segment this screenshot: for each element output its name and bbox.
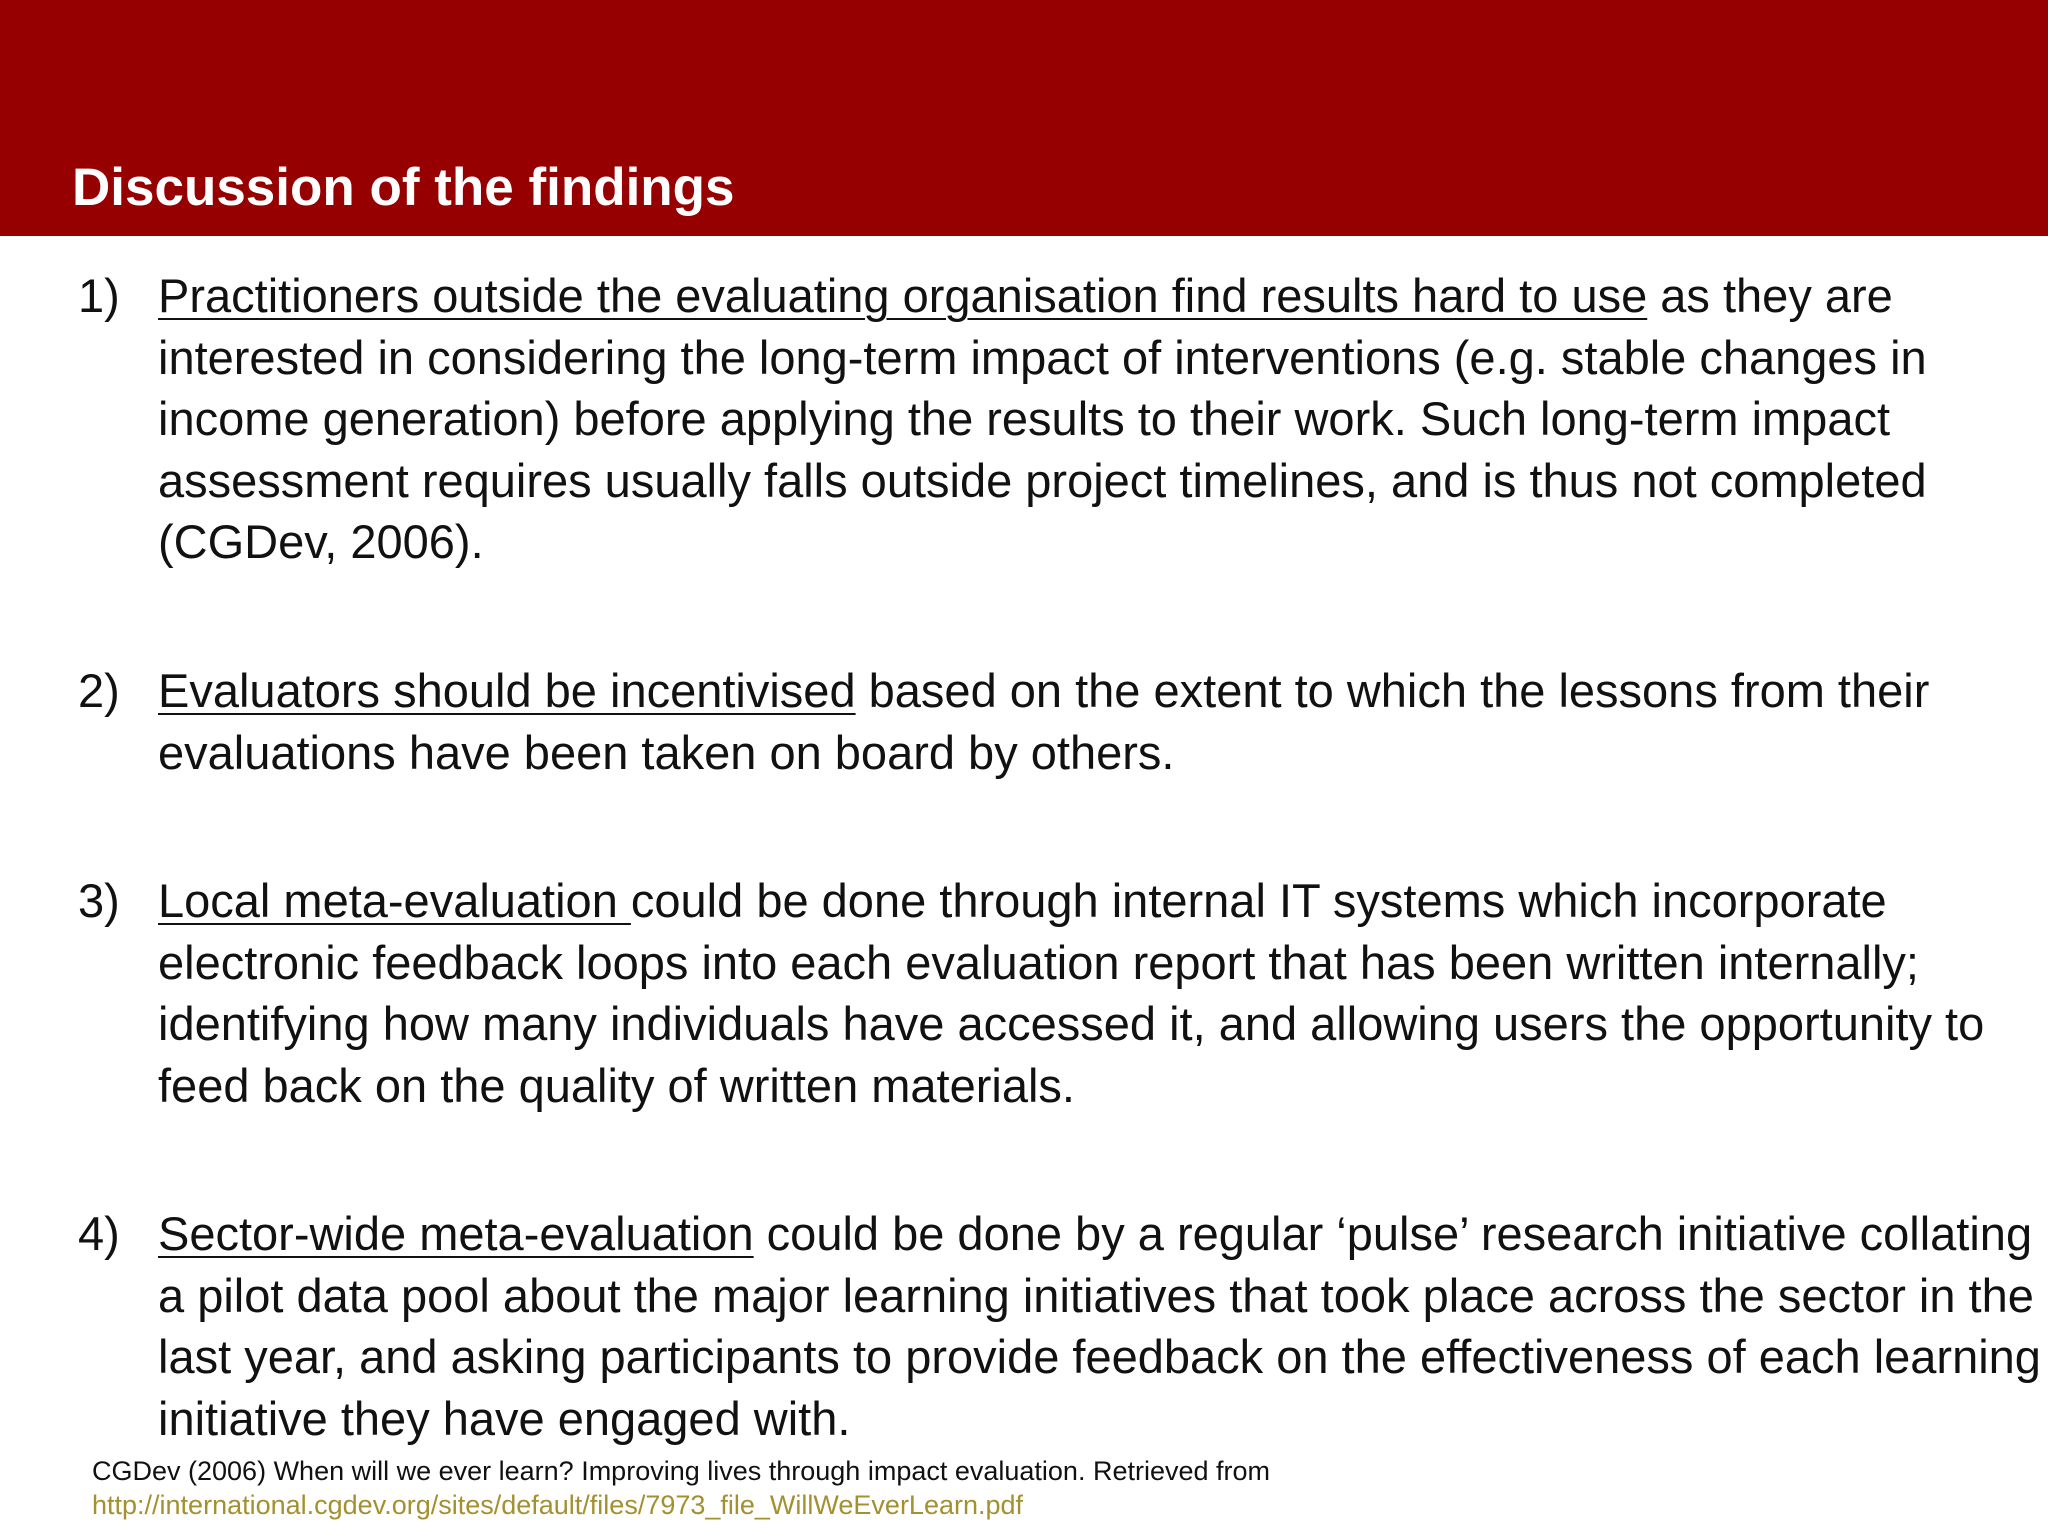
finding-key-phrase: Practitioners outside the evaluating organisation find results hard to use [158, 269, 1648, 322]
slide-title: Discussion of the findings [72, 158, 735, 217]
finding-number: 2) [78, 664, 120, 717]
finding-number: 3) [78, 874, 120, 927]
citation-text: CGDev (2006) When will we ever learn? Improving lives through impact evaluation. Retrieved from [92, 1456, 1271, 1486]
finding-number: 1) [78, 269, 120, 322]
finding-key-phrase: Evaluators should be incentivised [158, 664, 856, 717]
title-band [0, 0, 2048, 236]
finding-text [158, 870, 2048, 1116]
citation [92, 1454, 1992, 1522]
finding-body: could be done through internal IT systems which incorporate electronic feedback loops into each evaluation report that has been written internally; identifying how many individuals have accessed it, and allowing users the opportunity to feed back on the quality of written materials. [158, 874, 1985, 1112]
finding-key-phrase: Local meta-evaluation [158, 874, 631, 927]
finding-text [158, 1203, 2048, 1449]
finding-body: based on the extent to which the lessons from their evaluations have been taken on board by others. [158, 664, 1930, 779]
finding-number: 4) [78, 1207, 120, 1260]
finding-text [158, 660, 2048, 783]
finding-body: could be done by a regular ‘pulse’ research initiative collating a pilot data pool about the major learning initiatives that took place across the sector in the last year, and asking participants to provide feedback on the effectiveness of each learning initiative they have engaged with. [158, 1207, 2041, 1445]
finding-text [158, 265, 2048, 573]
citation-link[interactable]: http://international.cgdev.org/sites/default/files/7973_file_WillWeEverLearn.pdf [92, 1490, 1024, 1520]
finding-key-phrase: Sector-wide meta-evaluation [158, 1207, 754, 1260]
finding-body: as they are interested in considering the long-term impact of interventions (e.g. stable changes in income generation) before applying the results to their work. Such long-term impact assessment requires usually falls outside project timelines, and is thus not completed (CGDev, 2006). [158, 269, 1927, 568]
